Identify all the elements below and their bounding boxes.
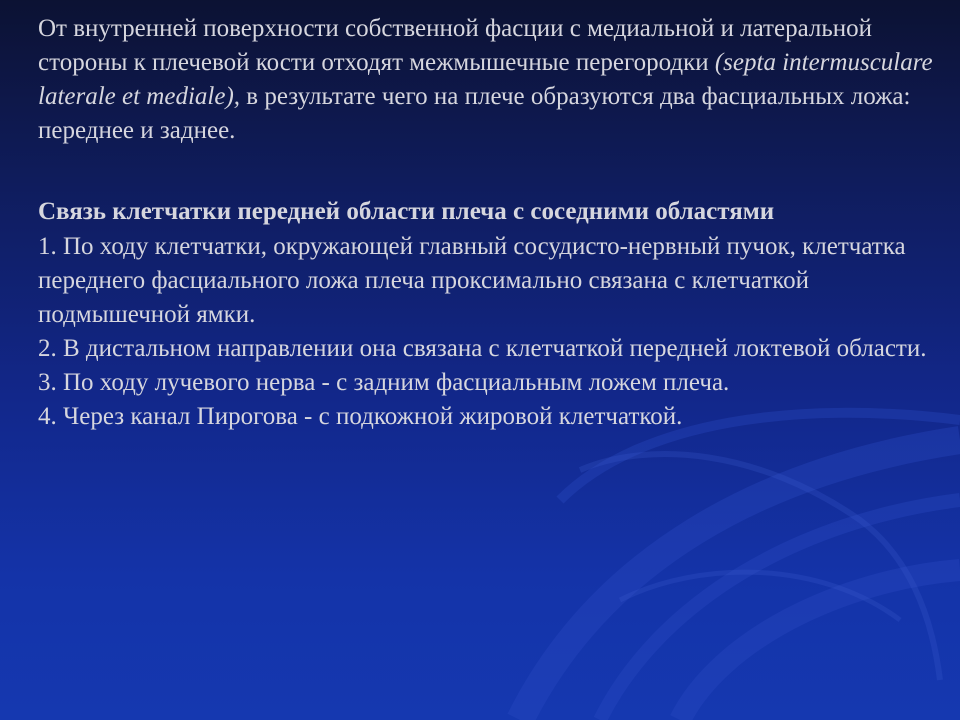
list-item-4: 4. Через канал Пирогова - с подкожной жировой клетчаткой.: [38, 403, 683, 430]
list-item-1: 1. По ходу клетчатки, окружающей главный сосудисто-нервный пучок, клетчатка переднего фасциального ложа плеча проксимально связана с клетчаткой подмышечной ямки.: [38, 233, 906, 328]
section-heading: Связь клетчатки передней области плеча с соседними областями: [38, 198, 775, 225]
intro-paragraph: [38, 12, 943, 148]
slide-content: [38, 12, 943, 434]
intro-text-before: От внутренней поверхности собственной фасции с медиальной и латеральной стороны к плечевой кости отходят межмышечные перегородки: [38, 15, 873, 76]
list-item-3: 3. По ходу лучевого нерва - с задним фасциальным ложем плеча.: [38, 369, 730, 396]
latin-term: (septa intermusculare laterale et mediale),: [38, 49, 933, 110]
intro-text-after: в результате чего на плече образуются два фасциальных ложа: переднее и заднее.: [38, 83, 911, 144]
list-item-2: 2. В дистальном направлении она связана с клетчаткой передней локтевой области.: [38, 335, 927, 362]
section-spacer: [38, 148, 943, 194]
